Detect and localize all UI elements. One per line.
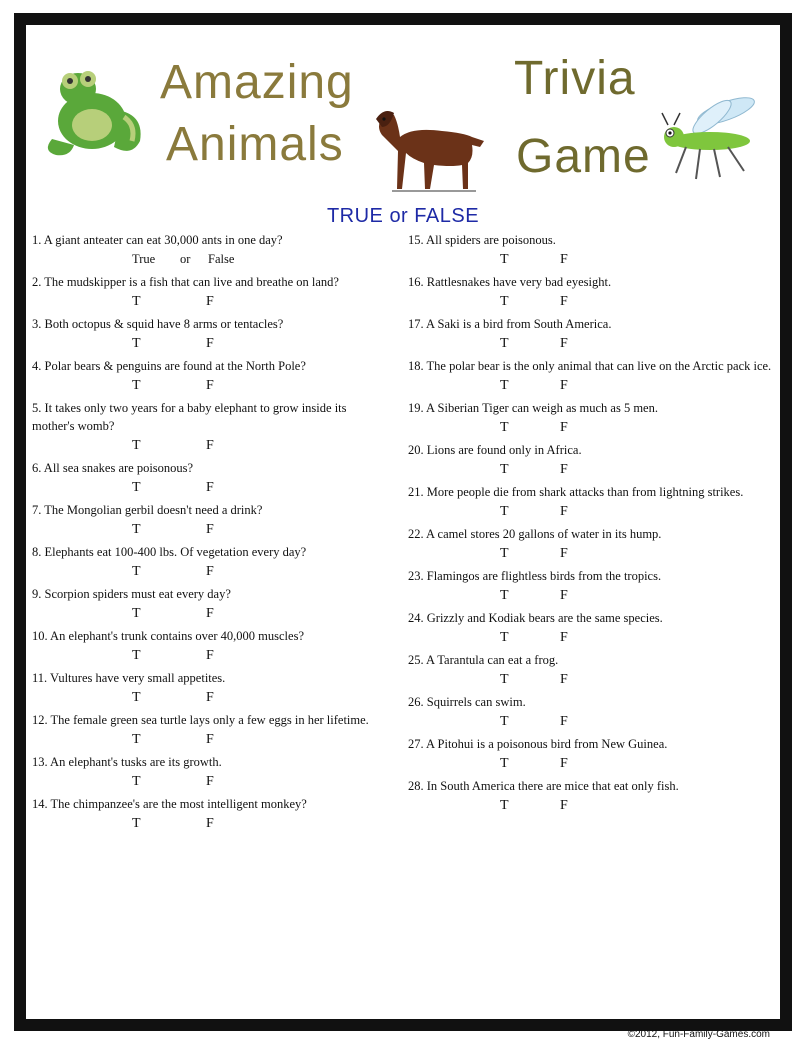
question-item: [408, 735, 774, 777]
answer-choices: [32, 519, 384, 543]
question-item: [408, 441, 774, 483]
question-text: 3. Both octopus & squid have 8 arms or tentacles?: [32, 317, 284, 331]
answer-choices: [32, 813, 384, 837]
answer-choices: [32, 375, 384, 399]
title-amazing: Amazing: [160, 56, 354, 109]
answer-false[interactable]: F: [560, 420, 568, 435]
answer-choices: [408, 501, 774, 525]
question-item: [408, 483, 774, 525]
question-item: [408, 315, 774, 357]
answer-false[interactable]: F: [560, 462, 568, 477]
answer-choices: [408, 795, 774, 819]
answer-false[interactable]: F: [560, 756, 568, 771]
copyright-footer: ©2012, Fun-Family-Games.com: [627, 1029, 770, 1040]
question-text: 14. The chimpanzee's are the most intelligent monkey?: [32, 797, 307, 811]
answer-true[interactable]: T: [500, 336, 509, 351]
answer-choices: [408, 333, 774, 357]
answer-choices: [32, 603, 384, 627]
answer-true[interactable]: T: [500, 504, 509, 519]
question-text: 9. Scorpion spiders must eat every day?: [32, 587, 231, 601]
answer-false[interactable]: F: [206, 480, 214, 495]
answer-false[interactable]: F: [560, 378, 568, 393]
question-item: [408, 567, 774, 609]
answer-false[interactable]: F: [560, 336, 568, 351]
answer-true[interactable]: T: [132, 564, 141, 579]
question-item: [408, 609, 774, 651]
answer-true[interactable]: T: [132, 774, 141, 789]
question-text: 23. Flamingos are flightless birds from the tropics.: [408, 569, 662, 583]
answer-false[interactable]: F: [206, 438, 214, 453]
answer-false[interactable]: F: [206, 606, 214, 621]
question-item: [32, 315, 384, 357]
question-text: 22. A camel stores 20 gallons of water in its hump.: [408, 527, 662, 541]
question-text: 28. In South America there are mice that eat only fish.: [408, 779, 679, 793]
answer-true[interactable]: T: [132, 480, 141, 495]
answer-choices: [32, 561, 384, 585]
question-item: [32, 753, 384, 795]
answer-false[interactable]: F: [560, 294, 568, 309]
question-item: [32, 399, 384, 459]
answer-choices: [32, 249, 384, 273]
question-item: [408, 693, 774, 735]
answer-choices: [408, 543, 774, 567]
question-text: 15. All spiders are poisonous.: [408, 233, 556, 247]
question-text: 4. Polar bears & penguins are found at the North Pole?: [32, 359, 306, 373]
answer-false[interactable]: F: [560, 798, 568, 813]
question-item: [32, 231, 384, 273]
question-text: 12. The female green sea turtle lays only a few eggs in her lifetime.: [32, 713, 369, 727]
answer-true[interactable]: T: [500, 672, 509, 687]
answer-choices: [408, 753, 774, 777]
answer-true[interactable]: T: [500, 588, 509, 603]
answer-false[interactable]: False: [208, 252, 235, 266]
answer-choices: [32, 771, 384, 795]
answer-true[interactable]: T: [500, 756, 509, 771]
question-item: [32, 585, 384, 627]
title-animals: Animals: [166, 118, 344, 171]
title-game: Game: [516, 130, 651, 183]
question-item: [32, 273, 384, 315]
answer-false[interactable]: F: [560, 252, 568, 267]
question-item: [408, 357, 774, 399]
answer-true[interactable]: T: [500, 462, 509, 477]
answer-choices: [408, 249, 774, 273]
answer-false[interactable]: F: [560, 714, 568, 729]
frog-illustration: [40, 61, 150, 161]
answer-true[interactable]: T: [500, 798, 509, 813]
answer-choices: [32, 729, 384, 753]
question-item: [32, 543, 384, 585]
question-text: 19. A Siberian Tiger can weigh as much as 5 men.: [408, 401, 658, 415]
question-text: 21. More people die from shark attacks than from lightning strikes.: [408, 485, 744, 499]
question-text: 20. Lions are found only in Africa.: [408, 443, 582, 457]
answer-false[interactable]: F: [560, 630, 568, 645]
answer-false[interactable]: F: [206, 564, 214, 579]
answer-false[interactable]: F: [560, 504, 568, 519]
answer-or[interactable]: or: [180, 252, 191, 266]
answer-true[interactable]: T: [132, 606, 141, 621]
answer-choices: [408, 375, 774, 399]
answer-false[interactable]: F: [206, 336, 214, 351]
question-item: [408, 231, 774, 273]
answer-false[interactable]: F: [560, 588, 568, 603]
question-text: 16. Rattlesnakes have very bad eyesight.: [408, 275, 612, 289]
question-item: [408, 777, 774, 819]
answer-choices: [408, 585, 774, 609]
question-text: 6. All sea snakes are poisonous?: [32, 461, 194, 475]
answer-true[interactable]: T: [132, 522, 141, 537]
question-item: [32, 501, 384, 543]
question-text: 17. A Saki is a bird from South America.: [408, 317, 612, 331]
answer-false[interactable]: F: [206, 774, 214, 789]
answer-false[interactable]: F: [206, 816, 214, 831]
question-text: 5. It takes only two years for a baby elephant to grow inside its mother's womb?: [32, 401, 347, 433]
answer-choices: [32, 645, 384, 669]
title-trivia: Trivia: [514, 52, 636, 105]
true-or-false-heading: TRUE or FALSE: [326, 205, 480, 227]
question-item: [32, 627, 384, 669]
answer-false[interactable]: F: [206, 732, 214, 747]
answer-choices: [408, 627, 774, 651]
answer-true[interactable]: T: [132, 648, 141, 663]
dog-illustration: [372, 97, 492, 197]
answer-false[interactable]: F: [560, 546, 568, 561]
answer-true[interactable]: True: [132, 252, 156, 266]
answer-true[interactable]: T: [132, 294, 141, 309]
question-text: 25. A Tarantula can eat a frog.: [408, 653, 559, 667]
question-text: 24. Grizzly and Kodiak bears are the same species.: [408, 611, 663, 625]
answer-false[interactable]: F: [206, 378, 214, 393]
answer-choices: [32, 435, 384, 459]
answer-true[interactable]: T: [132, 336, 141, 351]
answer-false[interactable]: F: [206, 690, 214, 705]
answer-true[interactable]: T: [132, 816, 141, 831]
answer-true[interactable]: T: [500, 294, 509, 309]
worksheet-frame: [14, 13, 792, 1031]
question-text: 27. A Pitohui is a poisonous bird from New Guinea.: [408, 737, 668, 751]
question-item: [32, 357, 384, 399]
answer-true[interactable]: T: [500, 420, 509, 435]
question-text: 10. An elephant's trunk contains over 40,000 muscles?: [32, 629, 304, 643]
answer-false[interactable]: F: [560, 672, 568, 687]
answer-true[interactable]: T: [500, 714, 509, 729]
question-text: 7. The Mongolian gerbil doesn't need a drink?: [32, 503, 263, 517]
answer-false[interactable]: F: [206, 648, 214, 663]
question-text: 2. The mudskipper is a fish that can live and breathe on land?: [32, 275, 339, 289]
question-item: [408, 273, 774, 315]
question-text: 8. Elephants eat 100-400 lbs. Of vegetation every day?: [32, 545, 307, 559]
question-item: [408, 651, 774, 693]
answer-false[interactable]: F: [206, 294, 214, 309]
answer-choices: [32, 477, 384, 501]
question-item: [408, 399, 774, 441]
answer-choices: [32, 333, 384, 357]
answer-true[interactable]: T: [132, 378, 141, 393]
question-item: [32, 459, 384, 501]
insect-illustration: [656, 93, 766, 193]
question-text: 11. Vultures have very small appetites.: [32, 671, 226, 685]
question-text: 13. An elephant's tusks are its growth.: [32, 755, 222, 769]
question-text: 1. A giant anteater can eat 30,000 ants in one day?: [32, 233, 283, 247]
answer-choices: [408, 459, 774, 483]
answer-true[interactable]: T: [132, 438, 141, 453]
questions-right-column: [408, 231, 774, 819]
answer-true[interactable]: T: [132, 732, 141, 747]
question-text: 26. Squirrels can swim.: [408, 695, 526, 709]
answer-choices: [32, 291, 384, 315]
answer-false[interactable]: F: [206, 522, 214, 537]
answer-choices: [408, 711, 774, 735]
question-item: [32, 711, 384, 753]
question-item: [408, 525, 774, 567]
answer-true[interactable]: T: [132, 690, 141, 705]
answer-choices: [408, 417, 774, 441]
question-item: [32, 669, 384, 711]
question-item: [32, 795, 384, 837]
answer-true[interactable]: T: [500, 252, 509, 267]
answer-true[interactable]: T: [500, 378, 509, 393]
answer-true[interactable]: T: [500, 546, 509, 561]
answer-choices: [32, 687, 384, 711]
question-text: 18. The polar bear is the only animal that can live on the Arctic pack ice.: [408, 359, 772, 373]
answer-choices: [408, 669, 774, 693]
answer-choices: [408, 291, 774, 315]
answer-true[interactable]: T: [500, 630, 509, 645]
questions-left-column: [32, 231, 384, 837]
